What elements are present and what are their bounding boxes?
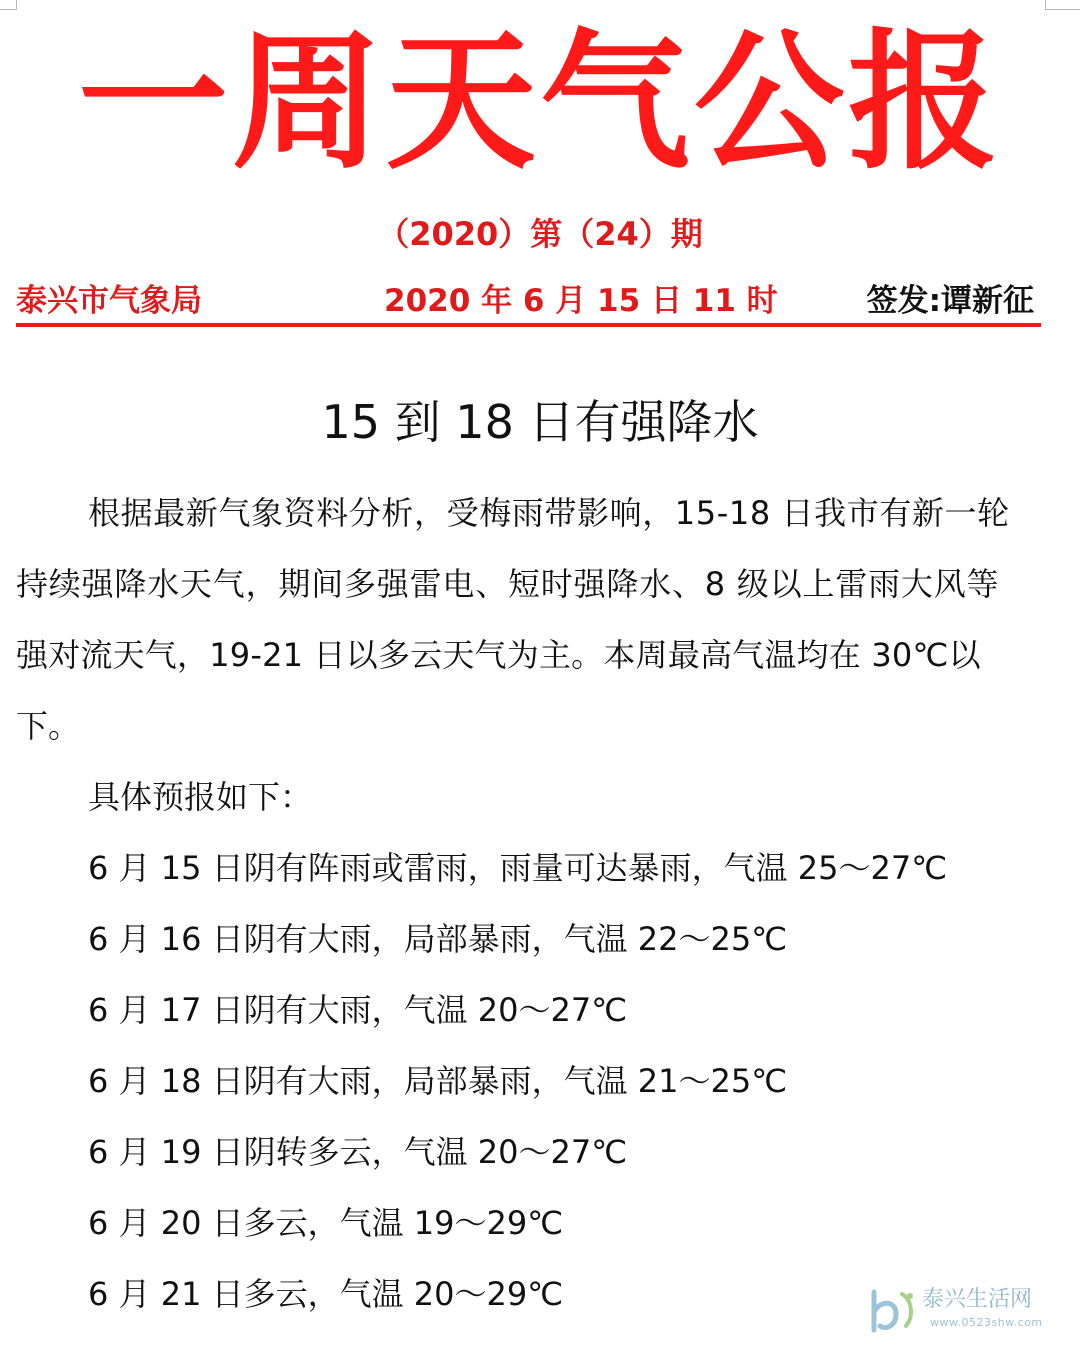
- watermark-site-url: www.0523shw.com: [930, 1316, 1043, 1329]
- bulletin-title: 一周天气公报: [77, 16, 1002, 190]
- signer: 签发:谭新征: [866, 283, 1034, 319]
- forecast-list: [88, 833, 947, 1330]
- issue-date: 2020 年 6 月 15 日 11 时: [384, 283, 778, 319]
- summary-line: 下。: [16, 707, 81, 745]
- forecast-intro: 具体预报如下：: [88, 778, 313, 816]
- forecast-day: 6 月 19 日阴转多云，气温 20～27℃: [88, 1133, 628, 1171]
- summary-line: 强对流天气，19-21 日以多云天气为主。本周最高气温均在 30℃以: [16, 636, 981, 674]
- forecast-day: 6 月 21 日多云，气温 20～29℃: [88, 1275, 564, 1313]
- summary-line: 根据最新气象资料分析，受梅雨带影响，15-18 日我市有新一轮: [88, 494, 1010, 532]
- forecast-day: 6 月 16 日阴有大雨，局部暴雨，气温 22～25℃: [88, 920, 788, 958]
- summary-line: 持续强降水天气，期间多强雷电、短时强降水、8 级以上雷雨大风等: [16, 565, 1000, 603]
- masthead-row: [16, 278, 1040, 324]
- issue-number: （2020）第（24）期: [377, 215, 703, 253]
- page-corner-mark-right: [1045, 0, 1080, 10]
- page-corner-mark-left: [0, 0, 17, 10]
- summary-paragraph: [16, 478, 1066, 762]
- forecast-day: 6 月 18 日阴有大雨，局部暴雨，气温 21～25℃: [88, 1062, 788, 1100]
- masthead-divider: [16, 323, 1041, 327]
- forecast-day: 6 月 20 日多云，气温 19～29℃: [88, 1204, 564, 1242]
- headline: 15 到 18 日有强降水: [321, 395, 759, 449]
- site-watermark: [866, 1284, 1062, 1338]
- site-logo-icon: [866, 1286, 920, 1336]
- forecast-day: 6 月 15 日阴有阵雨或雷雨，雨量可达暴雨，气温 25～27℃: [88, 849, 948, 887]
- watermark-site-name: 泰兴生活网: [922, 1287, 1033, 1312]
- issuing-agency: 泰兴市气象局: [16, 283, 202, 319]
- forecast-day: 6 月 17 日阴有大雨，气温 20～27℃: [88, 991, 628, 1029]
